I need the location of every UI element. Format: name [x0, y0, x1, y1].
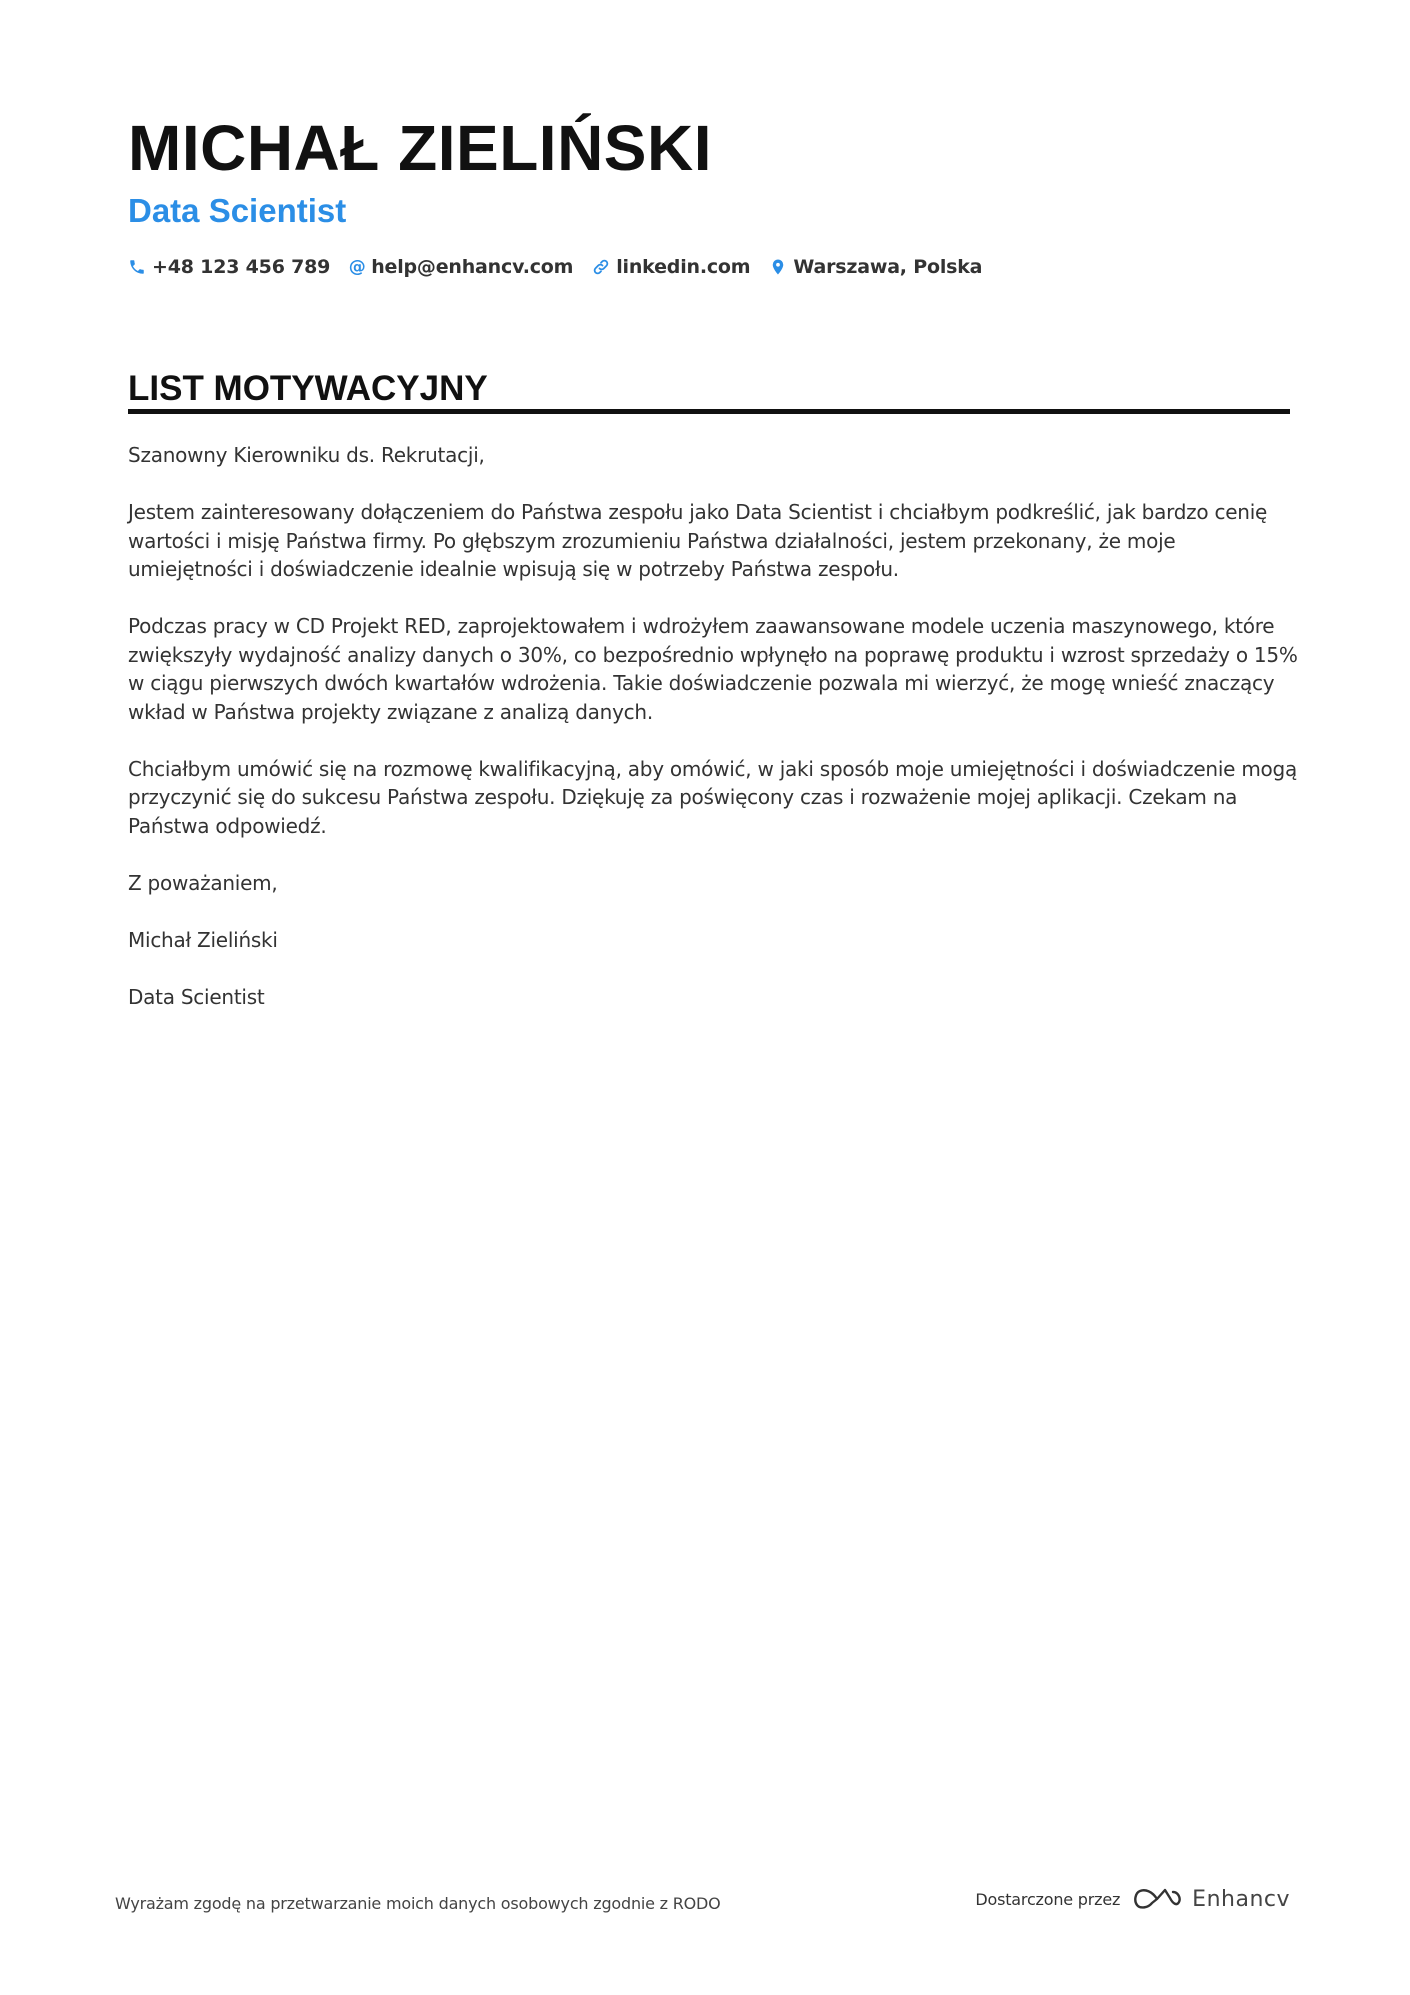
powered-by-label: Dostarczone przez — [975, 1889, 1121, 1909]
letter-paragraph: Podczas pracy w CD Projekt RED, zaprojektowałem i wdrożyłem zaawansowane modele uczenia maszynowego, które zwiększyły wydajność analizy danych o 30%, co bezpośrednio wpłynęło na poprawę produktu i wzrost sprzedaży o 15% w ciągu pierwszych dwóch kwartałów wdrożenia. Takie doświadczenie pozwala mi wierzyć, że mogę wnieść znaczący wkład w Państwa projekty związane z analizą danych. — [128, 614, 1298, 724]
location-pin-icon — [769, 258, 787, 276]
contact-email-text[interactable]: help@enhancv.com — [371, 256, 574, 278]
candidate-title: Data Scientist — [128, 192, 347, 229]
letter-salutation: Szanowny Kierowniku ds. Rekrutacji, — [128, 443, 485, 467]
contact-phone — [128, 256, 330, 278]
enhancv-logo-icon — [1132, 1886, 1182, 1912]
section-divider — [128, 409, 1290, 414]
brand-name: Enhancv — [1192, 1886, 1290, 1912]
contact-location-text: Warszawa, Polska — [793, 256, 983, 278]
contact-location — [769, 256, 982, 278]
contact-phone-text: +48 123 456 789 — [152, 256, 331, 278]
phone-icon — [128, 258, 146, 276]
letter-paragraph: Chciałbym umówić się na rozmowę kwalifikacyjną, aby omówić, w jaki sposób moje umiejętności i doświadczenie mogą przyczynić się do sukcesu Państwa zespołu. Dziękuję za poświęcony czas i rozważenie mojej aplikacji. Czekam na Państwa odpowiedź. — [128, 756, 1297, 838]
contact-email[interactable] — [349, 256, 573, 278]
letter-body — [128, 441, 1298, 1040]
letter-closing: Z poważaniem, — [128, 870, 278, 895]
at-icon: @ — [348, 257, 366, 277]
contact-linkedin[interactable] — [592, 256, 750, 278]
section-title: LIST MOTYWACYJNY — [128, 369, 488, 408]
candidate-name: MICHAŁ ZIELIŃSKI — [128, 112, 712, 184]
link-icon — [592, 258, 610, 276]
powered-by[interactable] — [975, 1886, 1290, 1912]
signature-title: Data Scientist — [128, 984, 265, 1009]
contact-linkedin-text[interactable]: linkedin.com — [616, 256, 751, 278]
letter-paragraph: Jestem zainteresowany dołączeniem do Państwa zespołu jako Data Scientist i chciałbym podkreślić, jak bardzo cenię wartości i misję Państwa firmy. Po głębszym zrozumieniu Państwa działalności, jestem przekonany, że moje umiejętności i doświadczenie idealnie wpisują się w potrzeby Państwa zespołu. — [128, 500, 1268, 581]
gdpr-consent-note: Wyrażam zgodę na przetwarzanie moich danych osobowych zgodnie z RODO — [115, 1894, 721, 1913]
contact-bar — [128, 253, 1001, 281]
signature-name: Michał Zieliński — [128, 927, 278, 952]
